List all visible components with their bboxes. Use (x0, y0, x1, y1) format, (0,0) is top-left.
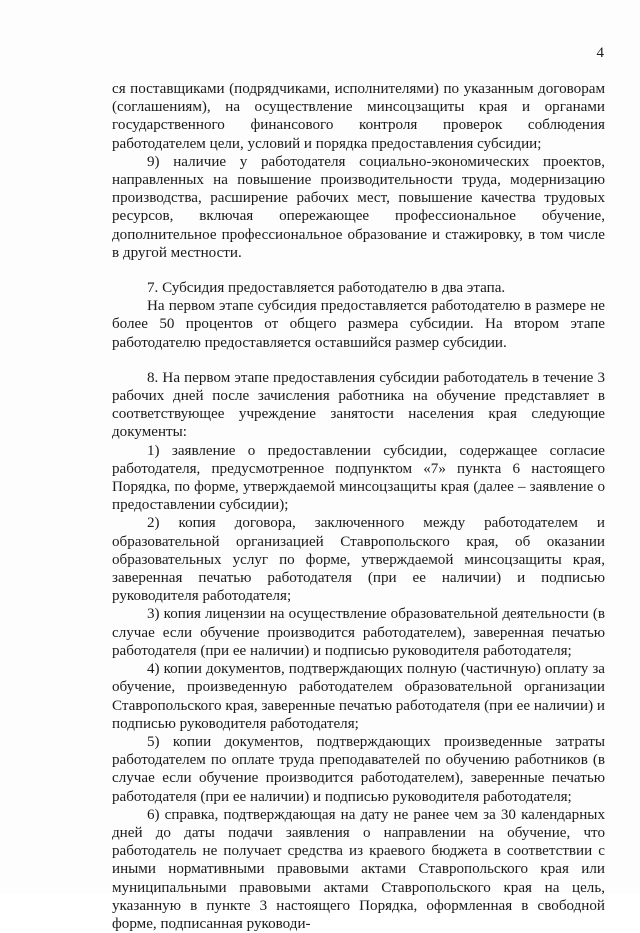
paragraph-stages: На первом этапе субсидия предоставляется работодателю в размере не более 50 процентов от общего размера субсидии. На втором этапе работодателю предоставляется оставшийся размер субсидии. (112, 298, 605, 351)
paragraph-doc-1: 1) заявление о предоставлении субсидии, содержащее согласие работодателя, предусмотренное подпунктом «7» пункта 6 настоящего Порядка, по форме, утверждаемой минсоцзащиты края (далее – заявление о предоставлении субсидии); (112, 442, 605, 514)
paragraph-doc-4: 4) копии документов, подтверждающих полную (частичную) оплату за обучение, произведенную работодателем образовательной организации Ставропольского края, заверенные печатью работодателя (при ее наличии) и подписью руководителя работодателя; (112, 661, 605, 732)
paragraph-continuation: ся поставщиками (подрядчиками, исполнителями) по указанным договорам (соглашениям), на осуществление минсоцзащиты края и органами государственного финансового контроля проверок соблюдения работодателем цели, условий и порядка предоставления субсидии; (112, 81, 605, 152)
paragraph-item-9: 9) наличие у работодателя социально-экономических проектов, направленных на повышение производительности труда, модернизацию производства, расширение рабочих мест, повышение качества трудовых ресурсов, включая опережающее профессиональное обучение, дополнительное профессиональное образование и стажировку, в том числе в другой местности. (112, 153, 605, 261)
paragraph-doc-6: 6) справка, подтверждающая на дату не ранее чем за 30 календарных дней до даты подачи заявления о направлении на обучение, что работодатель не получает средства из краевого бюджета в соответствии с иными нормативными правовыми актами Ставропольского края или муниципальными правовыми актами Ставропольского края на цель, указанную в пункте 3 настоящего Порядка, оформленная в свободной форме, подписанная руководи- (112, 806, 605, 932)
paragraph-doc-2: 2) копия договора, заключенного между работодателем и образовательной организацией Ставропольского края, об оказании образовательных услуг по форме, утверждаемой минсоцзащиты края, заверенная печатью работодателя (при ее наличии) и подписью руководителя работодателя; (112, 515, 605, 605)
document-body (112, 80, 605, 933)
paragraph-doc-3: 3) копия лицензии на осуществление образовательной деятельности (в случае если обучение производится работодателем), заверенная печатью работодателя (при ее наличии) и подписью руководителя работодателя; (112, 606, 605, 659)
paragraph-doc-5: 5) копии документов, подтверждающих произведенные затраты работодателем по оплате труда преподавателей по обучению работников (в случае если обучение производится работодателем), заверенные печатью работодателя (при ее наличии) и подписью руководителя работодателя; (112, 733, 605, 805)
paragraph-section-7: 7. Субсидия предоставляется работодателю в два этапа. (147, 280, 506, 297)
paragraph-section-8: 8. На первом этапе предоставления субсидии работодатель в течение 3 рабочих дней после зачисления работника на обучение представляет в соответствующее учреждение занятости населения края следующие документы: (112, 369, 605, 441)
page-number: 4 (596, 45, 604, 61)
